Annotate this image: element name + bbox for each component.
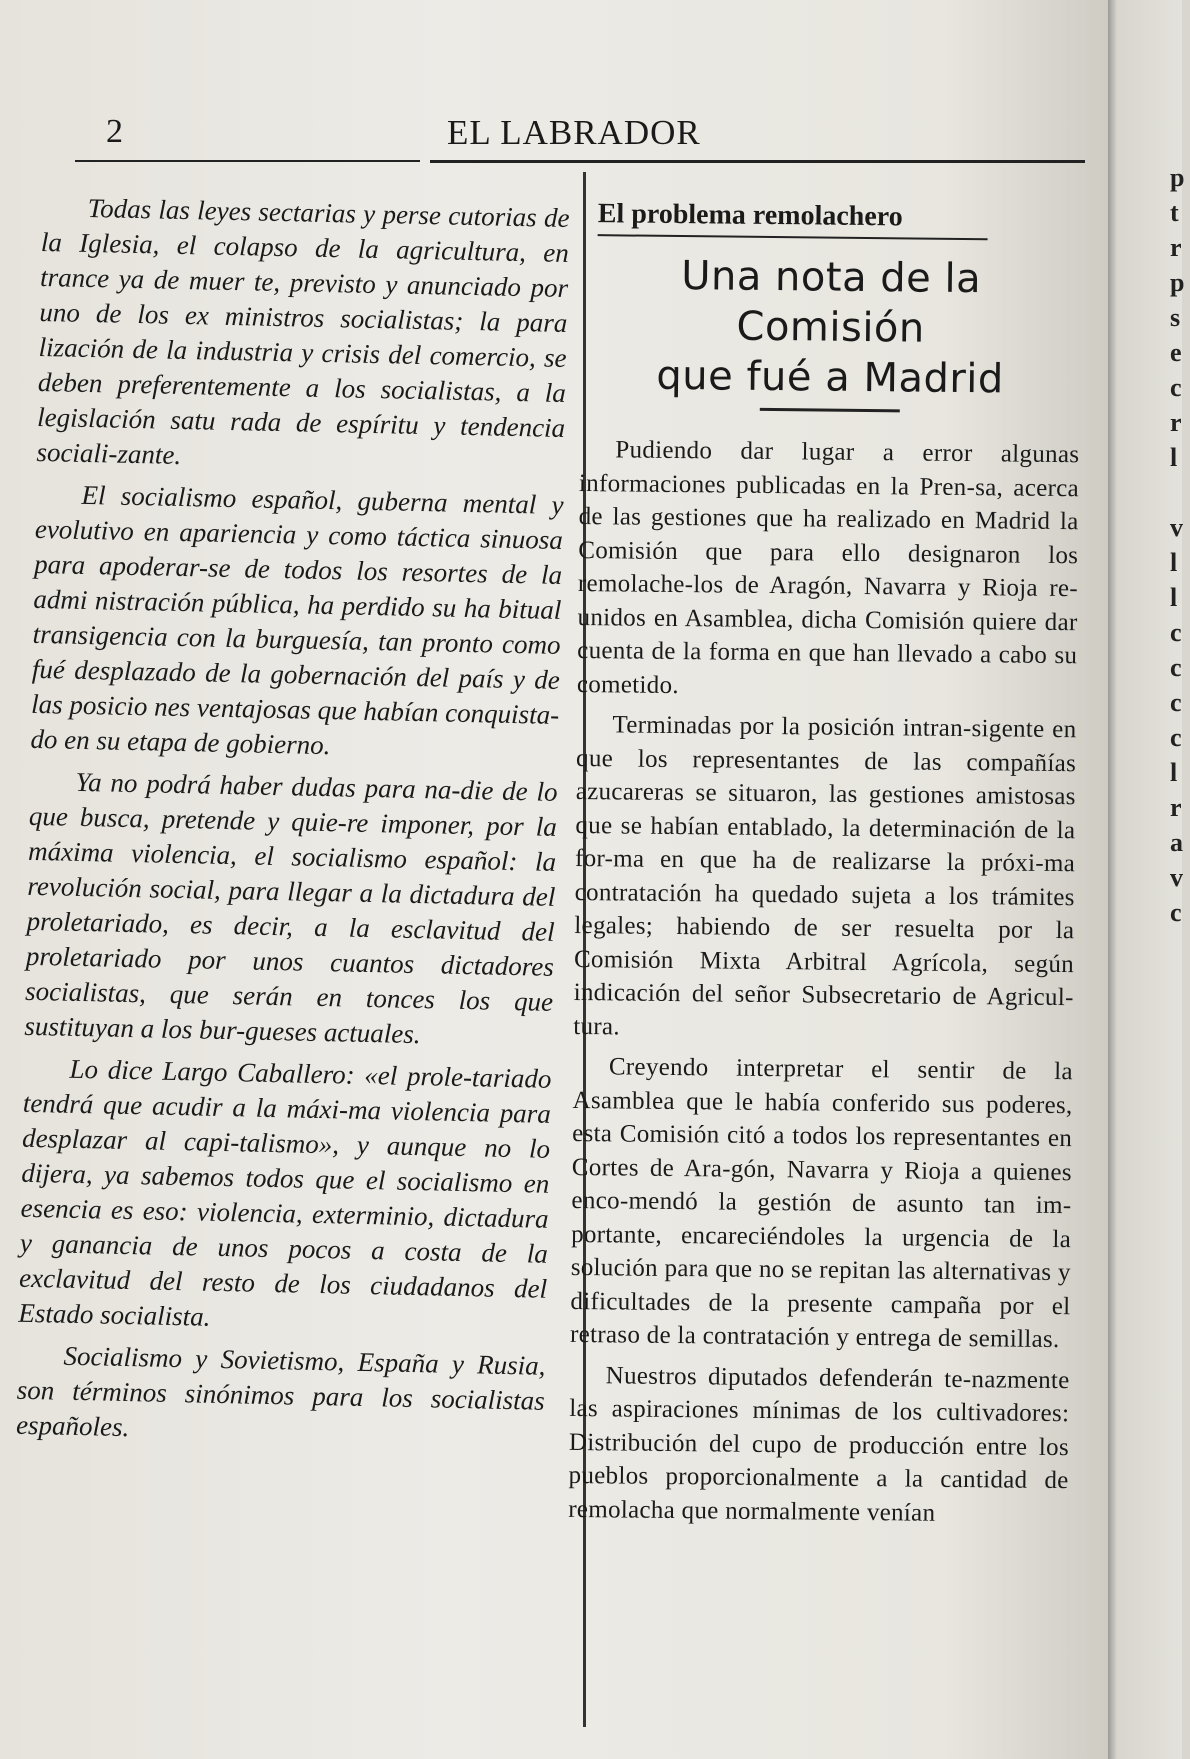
edge-letter: p	[1170, 268, 1185, 297]
edge-letter: v	[1170, 513, 1183, 542]
headline-rule	[760, 408, 900, 412]
masthead-title: EL LABRADOR	[447, 113, 701, 152]
edge-letter: l	[1170, 443, 1178, 472]
edge-letter: c	[1170, 898, 1182, 927]
right-paragraph-2: Terminadas por la posición intran-sigente en que los representantes de las compañías azucareras se situaron, las gestiones amistosas que se habían entablado, la determinación de la for-ma en que ha de realizarse la próxi-ma contratación ha quedado sujeta a los trámites legales; habiendo de ser resuelta por la Comisión Mixta Arbitral Agrícola, según indicación del señor Subsecretario de Agricul-tura.	[573, 711, 1077, 1040]
edge-letter: s	[1170, 303, 1181, 332]
edge-letter: p	[1170, 163, 1185, 192]
edge-letter: c	[1170, 373, 1182, 402]
headline-line-1: Una nota de la Comisión	[680, 253, 982, 352]
edge-letter	[1170, 475, 1190, 510]
edge-letter: r	[1170, 793, 1182, 822]
left-paragraph-4: Lo dice Largo Caballero: «el prole-tariado tendrá que acudir a la máxi-ma violencia para desplazar al capi-talismo», y aunque no lo dijera, ya sabemos todos que el socialismo en esencia es eso: violencia, exterminio, dictadura y ganancia de unos pocos a costa de la exclavitud del resto de los ciudadanos del Estado socialista.	[18, 1053, 552, 1332]
left-column-article	[16, 190, 570, 1461]
article-headline	[580, 250, 1082, 405]
edge-letter: l	[1170, 758, 1178, 787]
section-title: El problema remolachero	[598, 198, 988, 240]
right-column-article	[568, 198, 1082, 1538]
page-header	[70, 105, 1085, 165]
right-paragraph-3: Creyendo interpretar el sentir de la Asamblea que le había conferido sus poderes, esta Comisión citó a todos los representantes en Cortes de Ara-gón, Navarra y Rioja a quienes enco-mendó la gestión de asunto tan im-portante, encareciéndoles la urgencia de la solución para que no se repitan las alternativas y dificultades de la presente campaña por el retraso de la contratación y entrega de semillas.	[569, 1053, 1074, 1354]
edge-letter: c	[1170, 688, 1182, 717]
headline-line-2: que fué a Madrid	[656, 352, 1005, 403]
edge-letter: t	[1170, 198, 1179, 227]
edge-letter: r	[1170, 233, 1182, 262]
left-paragraph-2: El socialismo español, guberna mental y evolutivo en apariencia y como táctica sinuosa para apoderar-se de todos los resortes de la admi nistración pública, ha perdido su ha bitual transigencia con la burguesía, tan pronto como fué desplazado de la gobernación del país y de las posicio nes ventajosas que habían conquista-do en su etapa de gobierno.	[30, 479, 564, 761]
left-paragraph-3: Ya no podrá haber dudas para na-die de lo que busca, pretende y quie-re imponer, por la máxima violencia, el socialismo español: la revolución social, para llegar a la dictadura del proletariado, es decir, a la esclavitud del proletariado por unos cuantos dictadores socialistas, que serán en tonces los que sustituyan a los bur-gueses actuales.	[24, 766, 558, 1050]
edge-letter: c	[1170, 723, 1182, 752]
right-paragraph-4: Nuestros diputados defenderán te-nazmente las aspiraciones mínimas de los cultivadores: Distribución del cupo de producción entre los pueblos proporcionalmente a la cantidad de remolacha que normalmente venían	[568, 1361, 1070, 1527]
edge-letter: r	[1170, 408, 1182, 437]
edge-letter: l	[1170, 548, 1178, 577]
edge-letter: l	[1170, 583, 1178, 612]
edge-letter: c	[1170, 653, 1182, 682]
edge-letter: a	[1170, 828, 1183, 857]
left-paragraph-1: Todas las leyes sectarias y perse cutorias de la Iglesia, el colapso de la agricultura, en trance ya de muer te, previsto y anunciado por uno de los ex ministros socialistas; la para lización de la industria y crisis del comercio, se deben preferentemente a los socialistas, a la legislación satu rada de espíritu y tendencia sociali-zante.	[36, 192, 570, 470]
left-paragraph-5: Socialismo y Sovietismo, España y Rusia, son términos sinónimos para los socialistas españoles.	[15, 1340, 546, 1443]
header-rule-left	[75, 160, 420, 162]
next-page-edge-letters	[1170, 160, 1190, 930]
next-page-edge	[1108, 0, 1185, 1759]
edge-letter: e	[1170, 338, 1182, 367]
edge-letter: v	[1170, 863, 1183, 892]
header-rule-right	[430, 160, 1085, 163]
edge-letter: c	[1170, 618, 1182, 647]
right-paragraph-1: Pudiendo dar lugar a error algunas informaciones publicadas en la Pren-sa, acerca de las gestiones que ha realizado en Madrid la Comisión que para ello designaron los remolache-los de Aragón, Navarra y Rioja re-unidos en Asamblea, dicha Comisión quiere dar cuenta de la forma en que han llevado a cabo su cometido.	[576, 436, 1080, 699]
page-number: 2	[106, 113, 123, 150]
